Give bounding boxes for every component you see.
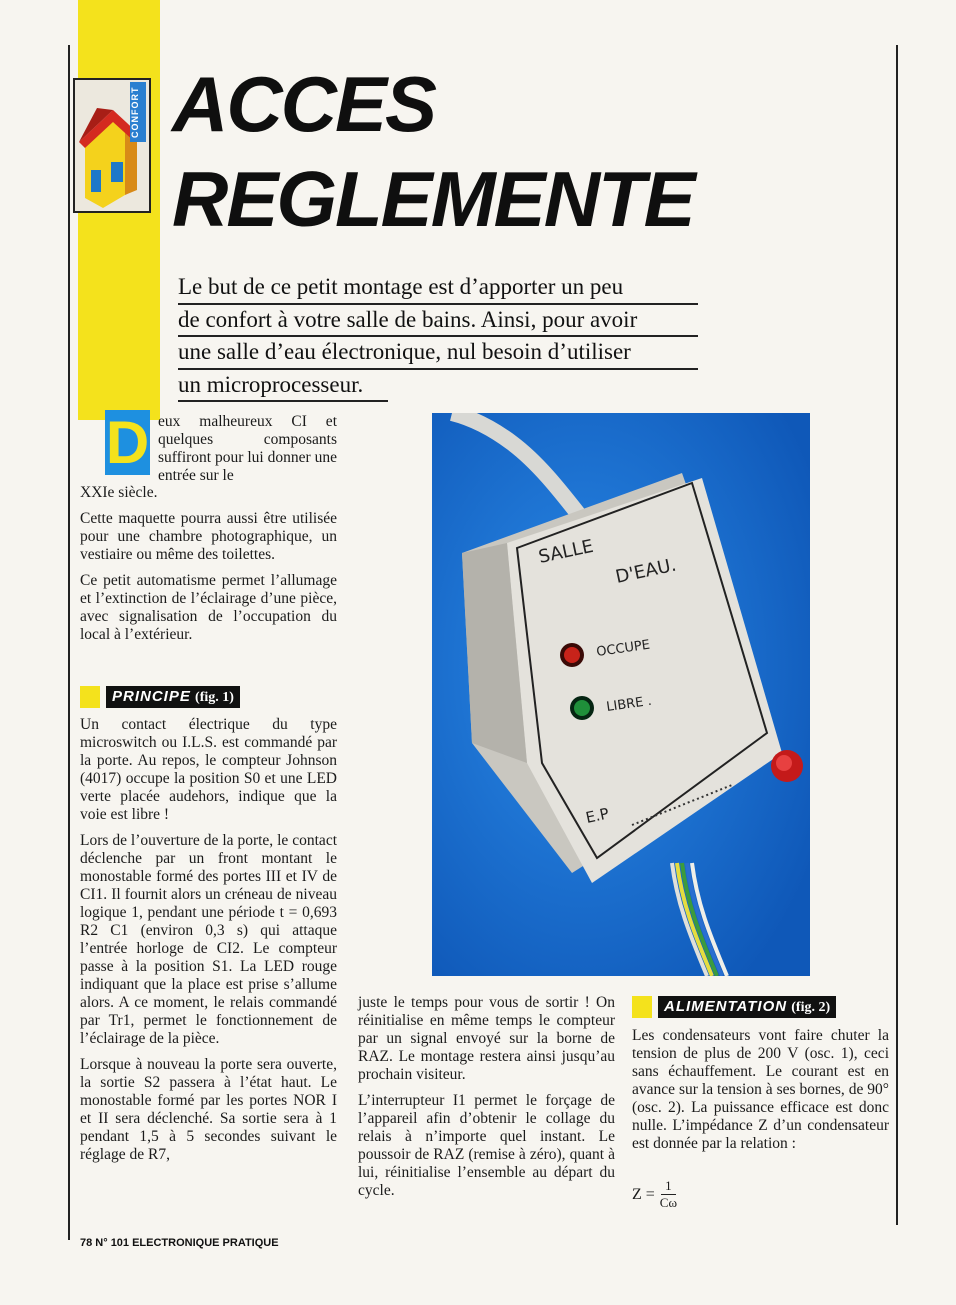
principe-fig: (fig. 1) — [195, 690, 234, 705]
column-2 — [358, 994, 615, 1208]
alimentation-fig: (fig. 2) — [791, 1000, 831, 1015]
right-frame-line — [896, 45, 898, 1225]
intro-line: Le but de ce petit montage est d’apporter un peu — [178, 272, 698, 305]
drop-cap: D — [105, 409, 150, 476]
alimentation-heading-text: ALIMENTATION — [664, 998, 788, 1015]
formula-lhs: Z = — [632, 1185, 655, 1203]
formula-denominator: Cω — [659, 1195, 678, 1210]
paragraph: Les condensateurs vont faire chuter la tension de plus de 200 V (osc. 1), ceci sans échauffement. Le courant est en avance sur la tension à ses bornes, de 90° (osc. 2). La puissance efficace est donc nulle. L’impédance Z d’un condensateur est donnée par la relation : — [632, 1027, 889, 1152]
principe-heading-text: PRINCIPE — [112, 688, 191, 705]
principe-body — [80, 716, 337, 1172]
title-line-1: ACCES — [172, 60, 436, 148]
first-paragraph: eux malheureux CI et quelques composants suffiront pour lui donner une entrée sur le — [158, 413, 337, 484]
principe-heading — [80, 686, 240, 708]
column-3 — [632, 1027, 889, 1161]
formula-numerator: 1 — [661, 1178, 676, 1195]
paragraph: XXIe siècle. — [80, 484, 158, 501]
left-frame-line — [68, 45, 70, 1240]
formula-fraction — [660, 1178, 677, 1211]
paragraph: Cette maquette pourra aussi être utilisée pour une chambre photographique, un vestiaire ou même des toilettes. — [80, 510, 337, 563]
device-photo — [432, 413, 810, 976]
photo-label-line2: D'EAU. — [613, 554, 679, 588]
alimentation-heading — [632, 996, 836, 1018]
intro-line: une salle d’eau électronique, nul besoin d’utiliser — [178, 337, 698, 370]
alimentation-heading-box — [658, 996, 836, 1018]
intro-paragraph — [178, 272, 698, 402]
confort-label: CONFORT — [130, 82, 146, 142]
paragraph: Ce petit automatisme permet l’allumage et l’extinction de l’éclairage d’une pièce, avec signalisation de l’occupation du local à l’extérieur. — [80, 572, 337, 643]
paragraph: Lorsque à nouveau la porte sera ouverte, la sortie S2 passera à l’état haut. Le monostable formé par les portes NOR I et II sera déclenché. Sa sortie sera à 1 pendant 1,5 à 5 secondes suivant le réglage de R7, — [80, 1056, 337, 1163]
title-line-2: REGLEMENTE — [172, 155, 694, 243]
yellow-square — [632, 996, 652, 1018]
paragraph: Lors de l’ouverture de la porte, le contact déclenche par un front montant le monostable formé des portes III et IV de CI1. Il fournit alors un créneau de niveau logique 1, pendant une période t = 0,693 R2 C1 (environ 0,3 s) qui attaque l’entrée horloge de CI2. Le compteur passe à la position S1. La LED rouge indiquant que la place est prise s’allume alors. A ce moment, le relais commandé par Tr1, permet le fonctionnement de l’éclairage de la pièce. — [80, 832, 337, 1047]
photo-label-line1: SALLE — [536, 535, 596, 568]
paragraph: L’interrupteur I1 permet le forçage de l’appareil afin d’obtenir le collage du relais à n’importe quel instant. Le poussoir de RAZ (remise à zéro), quant à lui, réinitialise l’ensemble au départ du cycle. — [358, 1092, 615, 1199]
yellow-square — [80, 686, 100, 708]
paragraph: Un contact électrique du type microswitch ou I.L.S. est commandé par la porte. Au repos, le compteur Johnson (4017) occupe la position S0 et une LED verte placée audehors, indique que la voie est libre ! — [80, 716, 337, 823]
column-1-intro — [80, 484, 337, 652]
principe-heading-box — [106, 686, 240, 708]
page-footer: 78 N° 101 ELECTRONIQUE PRATIQUE — [80, 1237, 279, 1249]
device-illustration — [432, 413, 810, 976]
photo-led1-label: OCCUPE — [595, 637, 652, 660]
photo-led2-label: LIBRE . — [605, 693, 653, 715]
photo-initials: E.P — [584, 804, 611, 827]
impedance-formula — [632, 1178, 677, 1211]
intro-line: de confort à votre salle de bains. Ainsi, pour avoir — [178, 305, 698, 338]
paragraph: juste le temps pour vous de sortir ! On réinitialise en même temps le compteur par un signal envoyé sur la borne de RAZ. Le montage restera ainsi jusqu’au prochain visiteur. — [358, 994, 615, 1083]
intro-line: un microprocesseur. — [178, 370, 388, 403]
